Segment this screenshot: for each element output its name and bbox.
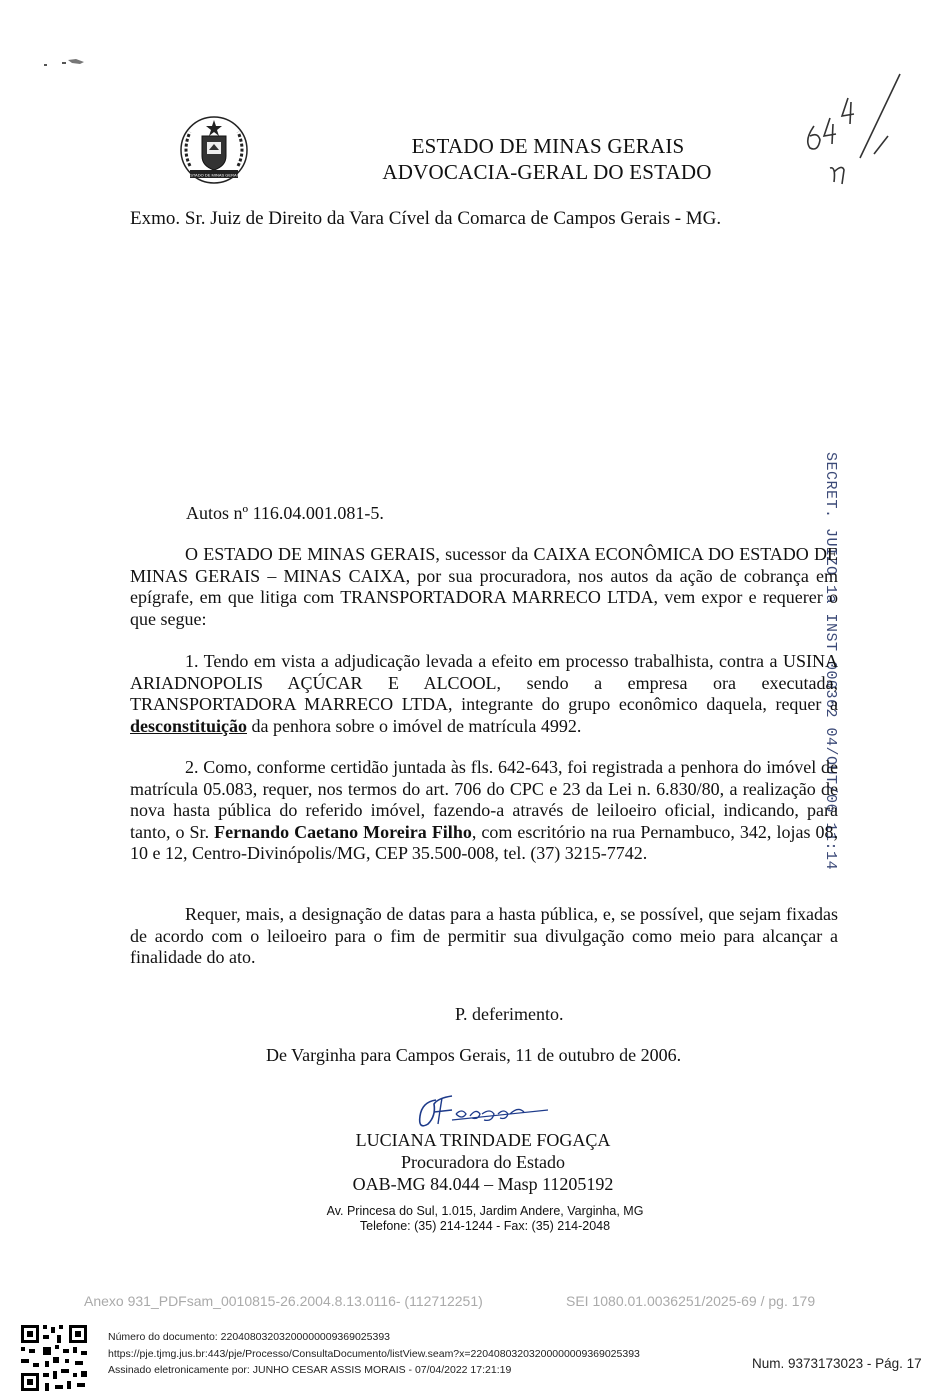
addressee-line: Exmo. Sr. Juiz de Direito da Vara Cível da Comarca de Campos Gerais - MG. bbox=[130, 208, 722, 229]
signer-title: Procuradora do Estado bbox=[401, 1152, 565, 1172]
paragraph-introduction-text: O ESTADO DE MINAS GERAIS, sucessor da CAIXA ECONÔMICA DO ESTADO DE MINAS GERAIS – MINAS CAIXA, por sua procuradora, nos autos da ação de cobrança em epígrafe, em que litiga com TRANSPORTADORA MARRECO LTDA, vem expor e requerer o que segue: bbox=[130, 544, 838, 629]
attachment-reference: Anexo 931_PDFsam_0010815-26.2004.8.13.0116- (112712251) bbox=[84, 1293, 483, 1309]
seal-text: ESTADO DE MINAS GERAIS bbox=[187, 172, 241, 178]
protocol-stamp-text: SECRET. JUIZO 1a INST 000362 04/OUT/06 11:14 bbox=[822, 452, 839, 871]
qr-code-icon bbox=[19, 1323, 89, 1393]
office-phones: Telefone: (35) 214-1244 - Fax: (35) 214-2048 bbox=[359, 1219, 611, 1233]
paragraph-item-2 bbox=[130, 757, 838, 865]
office-address: Av. Princesa do Sul, 1.015, Jardim Andere, Varginha, MG bbox=[326, 1204, 644, 1218]
paragraph-item-1-emphasis: desconstituição bbox=[130, 715, 247, 736]
paragraph-item-1-text-b: da penhora sobre o imóvel de matrícula 4992. bbox=[247, 715, 582, 736]
paragraph-item-1 bbox=[130, 651, 838, 737]
signer-name: LUCIANA TRINDADE FOGAÇA bbox=[355, 1130, 611, 1150]
paragraph-item-2-text-b: , com escritório na rua Pernambuco, 342, lojas 08, 10 e 12, Centro-Divinópolis/MG, CEP 35.500-008, tel. (37) 3215-7742. bbox=[130, 821, 838, 863]
paragraph-introduction bbox=[130, 544, 838, 630]
sei-reference: SEI 1080.01.0036251/2025-69 / pg. 179 bbox=[566, 1293, 816, 1309]
header-agency-name: ADVOCACIA-GERAL DO ESTADO bbox=[382, 160, 712, 184]
paragraph-request bbox=[130, 904, 838, 969]
electronic-signature-line: Assinado eletronicamente por: JUNHO CESAR ASSIS MORAIS - 07/04/2022 17:21:19 bbox=[108, 1364, 512, 1376]
paragraph-item-1-text-a: 1. Tendo em vista a adjudicação levada a efeito em processo trabalhista, contra a USINA ARIADNOPOLIS AÇÚCAR E ALCOOL, sendo a empresa ora executada, TRANSPORTADORA MARRECO LTDA, integrante do grupo econômico daquela, requer a bbox=[130, 651, 838, 714]
paragraph-request-text: Requer, mais, a designação de datas para a hasta pública, e, se possível, que sejam fixadas de acordo com o leiloeiro para o fim de permitir sua divulgação como meio para alcançar a finalidade do ato. bbox=[130, 904, 838, 967]
page-number: Num. 9373173023 - Pág. 17 bbox=[752, 1356, 922, 1371]
paragraph-item-2-text-a: 2. Como, conforme certidão juntada às fls. 642-643, foi registrada a penhora do imóvel de matrícula 05.083, requer, nos termos do art. 706 do CPC e 23 da Lei n. 6.830/80, a realização de nova hasta pública do referido imóvel, fazendo-a através de leiloeiro oficial, indicando, para tanto, o Sr. bbox=[130, 757, 838, 842]
scan-speck-marks bbox=[40, 56, 110, 70]
header-state-name: ESTADO DE MINAS GERAIS bbox=[411, 134, 685, 158]
auctioneer-name: Fernando Caetano Moreira Filho bbox=[214, 821, 472, 842]
handwritten-page-number-note bbox=[796, 70, 906, 200]
case-number: Autos nº 116.04.001.081-5. bbox=[186, 503, 384, 523]
signer-registration: OAB-MG 84.044 – Masp 11205192 bbox=[352, 1174, 614, 1194]
contact-block bbox=[320, 1204, 650, 1234]
signer-block bbox=[351, 1129, 615, 1195]
coat-of-arms-seal-icon bbox=[176, 114, 252, 188]
closing-formula: P. deferimento. bbox=[455, 1004, 564, 1024]
place-and-date: De Varginha para Campos Gerais, 11 de outubro de 2006. bbox=[266, 1045, 682, 1065]
document-number: Número do documento: 22040803203200000009369025393 bbox=[108, 1331, 390, 1343]
document-url[interactable]: https://pje.tjmg.jus.br:443/pje/Processo/ConsultaDocumento/listView.seam?x=22040803203200000009369025393 bbox=[108, 1348, 640, 1360]
